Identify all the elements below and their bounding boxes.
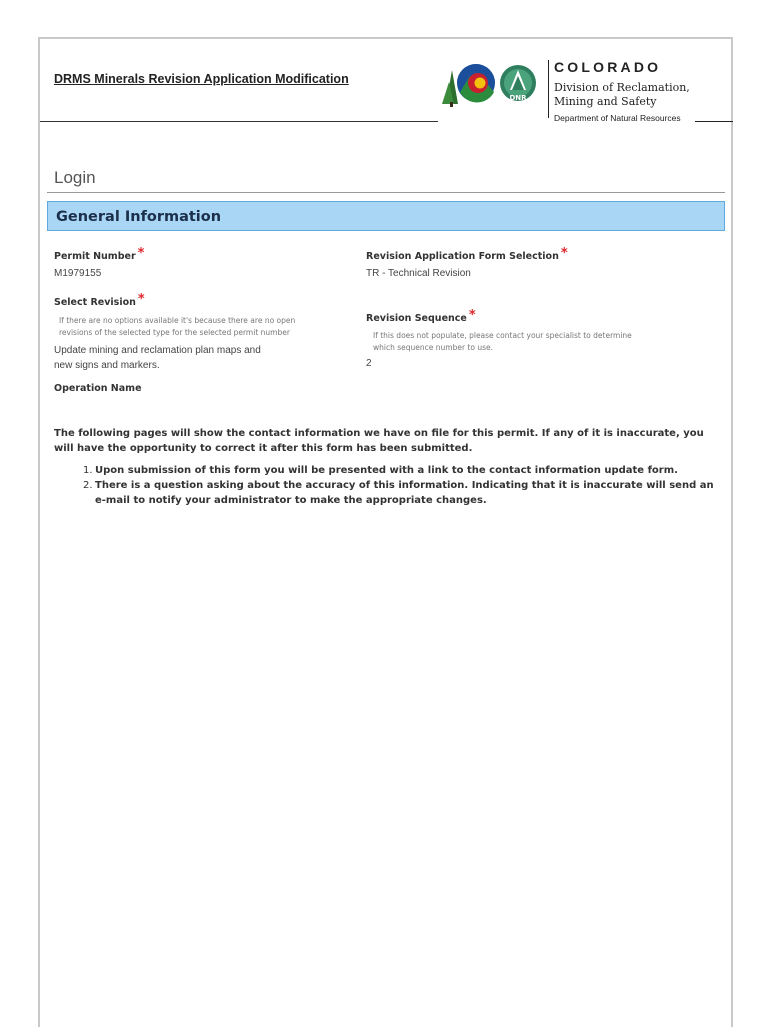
title-divider [40,121,438,122]
list-item: 2. There is a question asking about the accuracy of this information. Indicating that it is inaccurate will send an e-mail to notify your administrator to make the appropriate changes. [83,480,714,506]
agency-logo [438,56,733,126]
document-page [38,37,733,1027]
section-title: General Information [56,209,222,225]
revision-sequence-label: Revision Sequence * [366,308,476,324]
revision-form-selection-value: TR - Technical Revision [366,268,471,279]
login-divider [47,192,725,193]
required-asterisk: * [560,246,568,261]
permit-number-value: M1979155 [54,268,102,279]
info-list [83,463,723,508]
document-title: DRMS Minerals Revision Application Modification [54,72,349,86]
select-revision-hint: If there are no options available it's because there are no open revisions of the selected type for the selected permit number [59,316,296,337]
permit-number-label: Permit Number * [54,246,145,262]
required-asterisk: * [468,308,476,323]
list-item: 1. Upon submission of this form you will be presented with a link to the contact information update form. [83,465,678,476]
contact-info-paragraph: The following pages will show the contact information we have on file for this permit. If any of it is inaccurate, you will have the opportunity to correct it after this form has been submitted. [54,428,704,454]
select-revision-label: Select Revision * [54,292,145,308]
revision-sequence-value: 2 [366,358,372,369]
login-title[interactable]: Login [54,168,96,187]
logo-department: Department of Natural Resources [554,113,681,123]
logo-division-line1: Division of Reclamation, [554,81,690,94]
logo-state: COLORADO [554,59,662,75]
revision-sequence-hint: If this does not populate, please contact your specialist to determine which sequence number to use. [373,331,632,352]
logo-department-rule [695,121,733,122]
operation-name-label: Operation Name [54,383,142,394]
colorado-dnr-logo-icon [438,56,546,112]
required-asterisk: * [137,246,145,261]
general-information-header [47,201,725,231]
logo-division-line2: Mining and Safety [554,95,657,108]
dnr-badge-text: DNR [509,94,527,102]
logo-divider [548,60,549,118]
select-revision-value[interactable]: Update mining and reclamation plan maps and new signs and markers. [54,345,261,371]
revision-form-selection-label: Revision Application Form Selection * [366,246,568,262]
required-asterisk: * [137,292,145,307]
